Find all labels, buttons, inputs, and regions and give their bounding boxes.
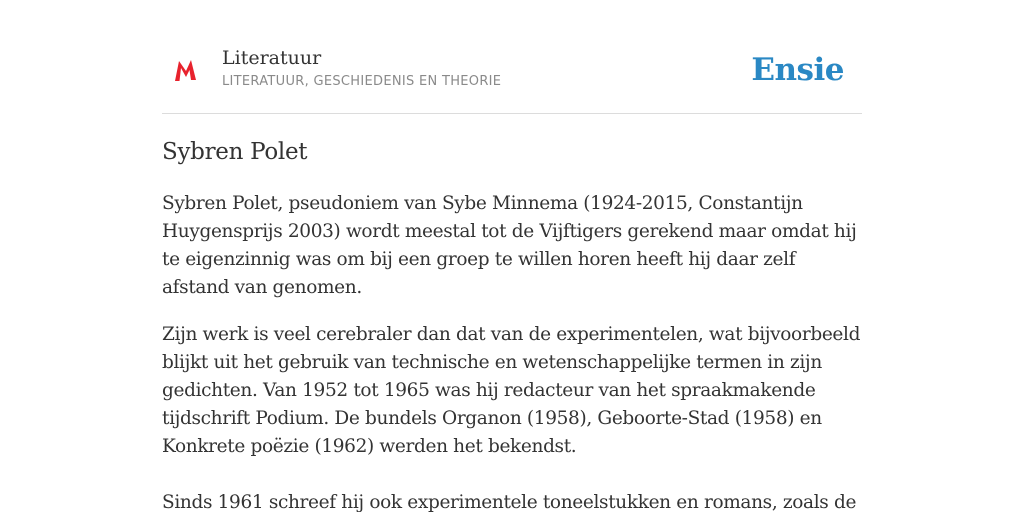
article xyxy=(162,137,866,512)
m-logo-icon[interactable] xyxy=(172,56,200,84)
site-header xyxy=(162,36,862,114)
article-title: Sybren Polet xyxy=(162,139,308,165)
paragraph: Zijn werk is veel cerebraler dan dat van de experimentelen, wat bijvoorbeeld blijkt uit het gebruik van technische en wetenschappelijke termen in zijn gedichten. Van 1952 tot 1965 was hij redacteur van het spraakmakende tijdschrift Podium. De bundels Organon (1958), Geboorte-Stad (1958) en Konkrete poëzie (1962) werden het bekendst. xyxy=(162,324,861,457)
paragraph: Sinds 1961 schreef hij ook experimentele toneelstukken en romans, zoals de xyxy=(162,492,857,512)
category-title[interactable]: Literatuur xyxy=(222,47,322,69)
category-subtitle: LITERATUUR, GESCHIEDENIS EN THEORIE xyxy=(222,74,502,89)
ensie-logo[interactable]: Ensie xyxy=(751,52,844,88)
paragraph: Sybren Polet, pseudoniem van Sybe Minnema (1924-2015, Constantijn Huygensprijs 2003) wordt meestal tot de Vijftigers gerekend maar omdat hij te eigenzinnig was om bij een groep te willen horen heeft hij daar zelf afstand van genomen. xyxy=(162,193,857,298)
